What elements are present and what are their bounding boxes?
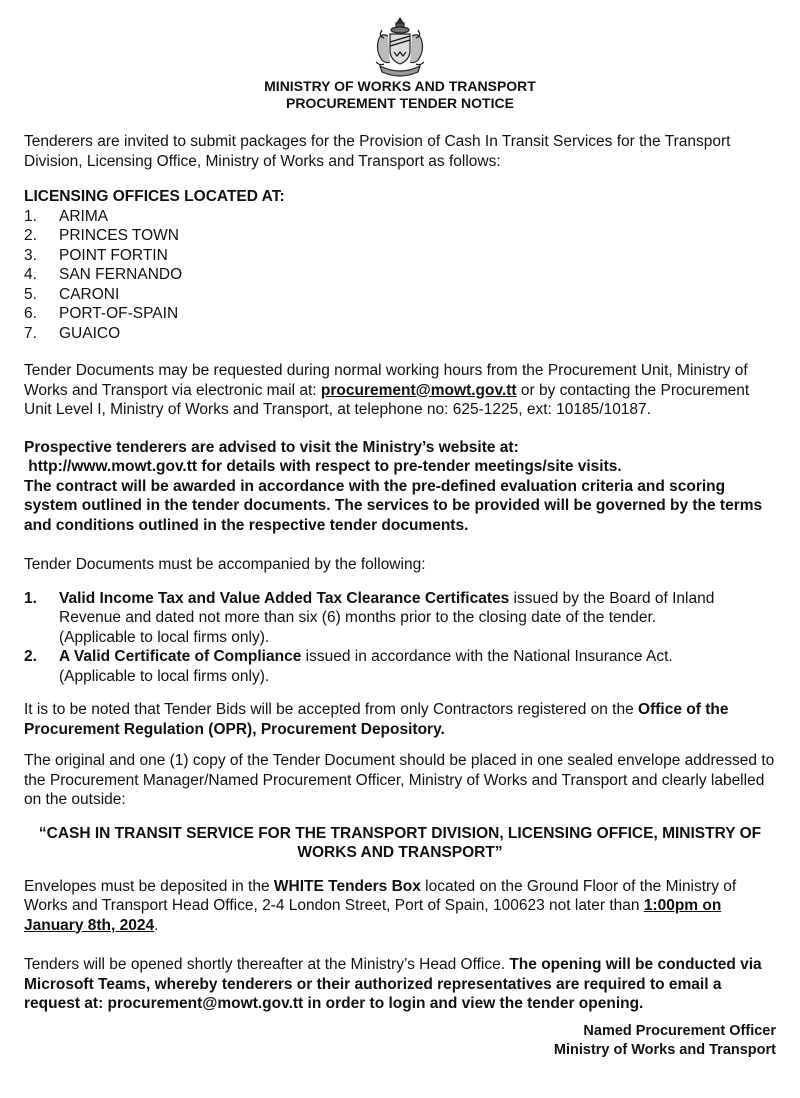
offices-heading: LICENSING OFFICES LOCATED AT:: [24, 188, 285, 205]
website-line: http://www.mowt.gov.tt for details with respect to pre-tender meetings/site visits.: [24, 458, 622, 475]
envelopes-paragraph: Envelopes must be deposited in the WHITE Tenders Box located on the Ground Floor of the Ministry of Works and Transport Head Office, 2-4 London Street, Port of Spain, 100623 not later than 1:00pm on January 8th, 2024.: [24, 877, 737, 934]
requirements-list: [24, 589, 776, 687]
documents-paragraph: Tender Documents may be requested during normal working hours from the Procurement Unit, Ministry of Works and Transport via electronic mail at: procurement@mowt.gov.tt or by contacting the Procurement Unit Level I, Ministry of Works and Transport, at telephone no: 625-1225, ext: 10185/10187.: [24, 362, 750, 418]
evaluation-paragraph: The contract will be awarded in accordance with the pre-defined evaluation criteria and scoring system outlined in the tender documents. The services to be provided will be governed by the terms and conditions outlined in the respective tender documents.: [24, 477, 763, 534]
advisory-block: [24, 438, 776, 536]
list-item: 7. GUAICO: [24, 324, 121, 342]
list-item: 5. CARONI: [24, 285, 120, 303]
advisory-line-1: Prospective tenderers are advised to visit the Ministry’s website at:: [24, 438, 519, 456]
registration-paragraph: It is to be noted that Tender Bids will be accepted from only Contractors registered on the Office of the Procurement Regulation (OPR), Procurement Depository.: [24, 701, 729, 738]
deadline-text: 1:00pm on January 8th, 2024: [24, 897, 722, 934]
original-copy-paragraph: The original and one (1) copy of the Tender Document should be placed in one sealed envelope addressed to the Procurement Manager/Named Procurement Officer, Ministry of Works and Transport and clearly labelled on the outside:: [24, 752, 775, 808]
list-item: 1. Valid Income Tax and Value Added Tax Clearance Certificates issued by the Board of Inland Revenue and dated not more than six (6) months prior to the closing date of the tender. (Applicable to local firms only).: [24, 589, 715, 646]
offices-list: [24, 207, 776, 344]
list-item: 2. A Valid Certificate of Compliance issued in accordance with the National Insurance Act. (Applicable to local firms only).: [24, 648, 673, 685]
list-item: 6. PORT-OF-SPAIN: [24, 305, 179, 322]
accompanied-paragraph: Tender Documents must be accompanied by the following:: [24, 556, 426, 573]
notice-title: PROCUREMENT TENDER NOTICE: [286, 95, 514, 111]
opening-paragraph: Tenders will be opened shortly thereafter at the Ministry’s Head Office. The opening will be conducted via Microsoft Teams, whereby tenderers or their authorized representatives are required to email a request at: procurement@mowt.gov.tt in order to login and view the tender opening.: [24, 956, 762, 1012]
list-item: 1. ARIMA: [24, 207, 109, 225]
list-item: 2. PRINCES TOWN: [24, 227, 179, 244]
signature-title: Named Procurement Officer: [583, 1023, 776, 1039]
signature-block: [554, 1022, 776, 1060]
signature-ministry: Ministry of Works and Transport: [553, 1042, 776, 1058]
envelope-label-quote: “CASH IN TRANSIT SERVICE FOR THE TRANSPORT DIVISION, LICENSING OFFICE, MINISTRY OF WORKS AND TRANSPORT”: [38, 824, 762, 861]
list-item: 3. POINT FORTIN: [24, 246, 168, 264]
coat-of-arms-icon: [370, 16, 430, 78]
notice-heading: [24, 78, 776, 112]
procurement-email-link[interactable]: procurement@mowt.gov.tt: [320, 381, 517, 399]
intro-paragraph: Tenderers are invited to submit packages for the Provision of Cash In Transit Services for the Transport Division, Licensing Office, Ministry of Works and Transport as follows:: [24, 133, 731, 170]
ministry-title: MINISTRY OF WORKS AND TRANSPORT: [264, 78, 536, 94]
list-item: 4. SAN FERNANDO: [24, 266, 183, 283]
